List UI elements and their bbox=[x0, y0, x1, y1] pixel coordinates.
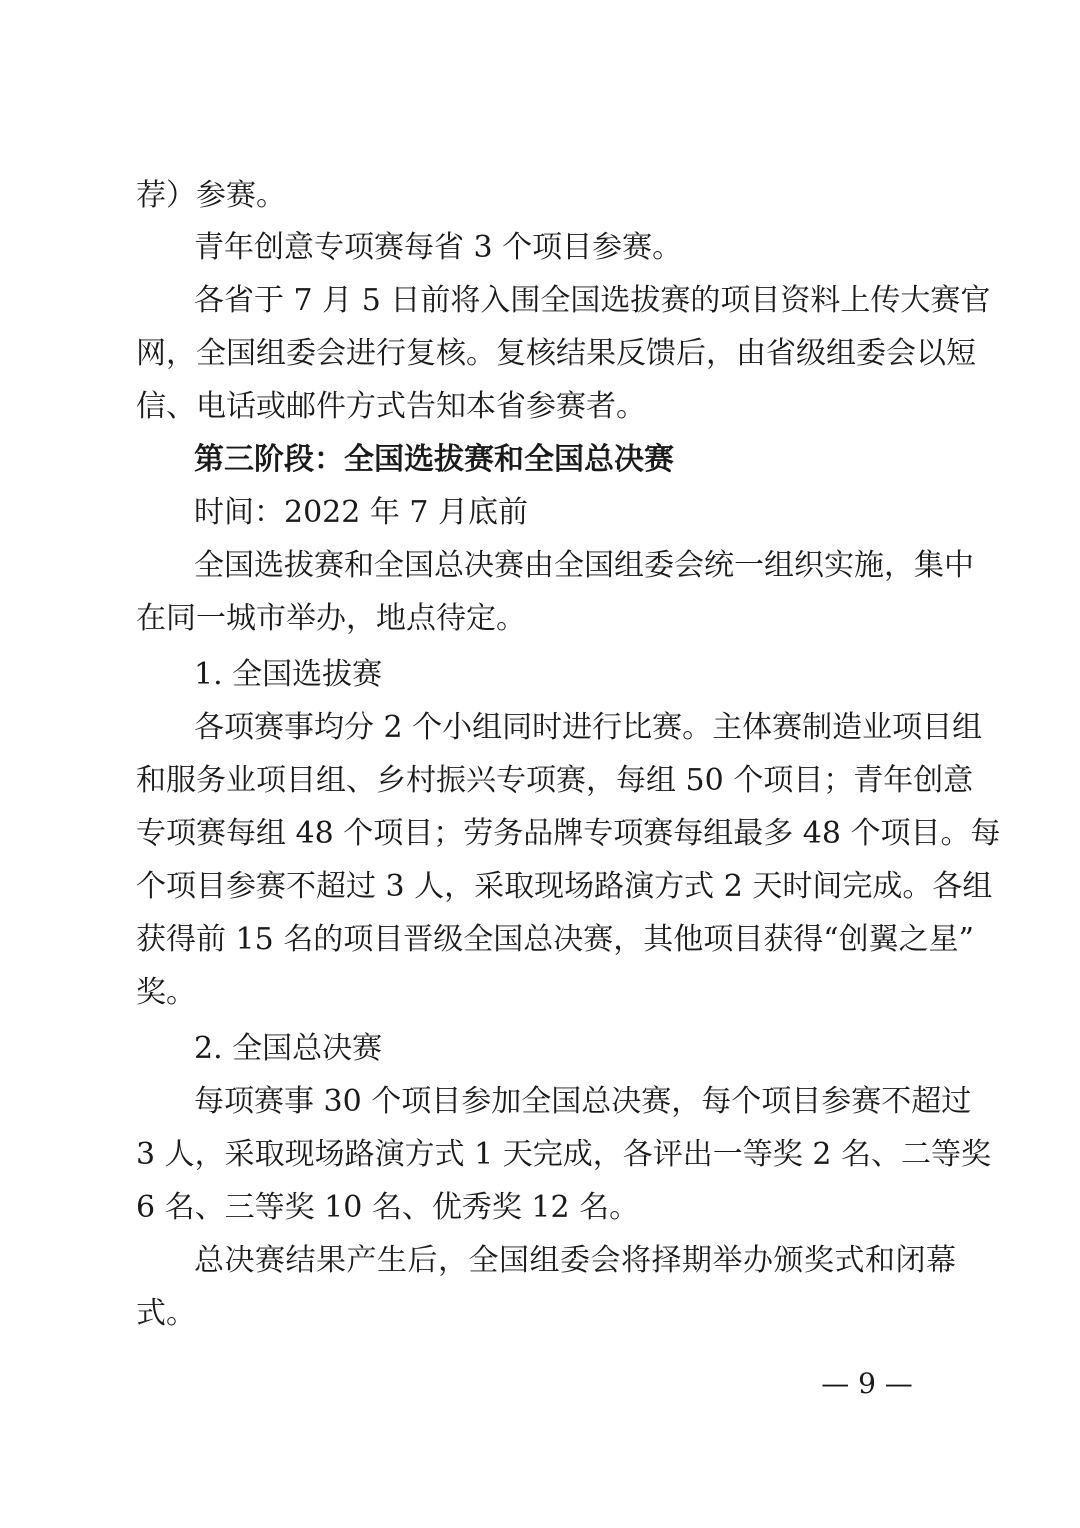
section-heading: 第三阶段：全国选拔赛和全国总决赛 bbox=[194, 442, 674, 477]
text-line: 青年创意专项赛每省 3 个项目参赛。 bbox=[194, 230, 683, 265]
text-line: 6 名、三等奖 10 名、优秀奖 12 名。 bbox=[136, 1190, 640, 1225]
text-line: 各省于 7 月 5 日前将入围全国选拔赛的项目资料上传大赛官 bbox=[194, 283, 991, 318]
text-line: 每项赛事 30 个项目参加全国总决赛，每个项目参赛不超过 bbox=[194, 1084, 972, 1119]
text-line: 个项目参赛不超过 3 人，采取现场路演方式 2 天时间完成。各组 bbox=[136, 869, 993, 904]
text-line: 奖。 bbox=[136, 975, 196, 1010]
text-line: 信、电话或邮件方式告知本省参赛者。 bbox=[136, 389, 646, 424]
text-line: 各项赛事均分 2 个小组同时进行比赛。主体赛制造业项目组 bbox=[194, 710, 983, 745]
text-line: 专项赛每组 48 个项目；劳务品牌专项赛每组最多 48 个项目。每 bbox=[136, 816, 1001, 851]
text-line: 荐）参赛。 bbox=[136, 178, 286, 213]
subsection-heading: 1. 全国选拔赛 bbox=[194, 657, 383, 692]
subsection-heading: 2. 全国总决赛 bbox=[194, 1031, 383, 1066]
text-line: 总决赛结果产生后，全国组委会将择期举办颁奖式和闭幕 bbox=[194, 1243, 956, 1278]
text-line: 网，全国组委会进行复核。复核结果反馈后，由省级组委会以短 bbox=[136, 336, 976, 371]
text-line: 全国选拔赛和全国总决赛由全国组委会统一组织实施，集中 bbox=[194, 548, 974, 583]
text-line: 和服务业项目组、乡村振兴专项赛，每组 50 个项目；青年创意 bbox=[136, 763, 974, 798]
page-number: — 9 — bbox=[821, 1367, 913, 1400]
text-line: 时间：2022 年 7 月底前 bbox=[194, 495, 529, 530]
text-line: 在同一城市举办，地点待定。 bbox=[136, 601, 526, 636]
text-line: 获得前 15 名的项目晋级全国总决赛，其他项目获得“创翼之星” bbox=[136, 922, 974, 957]
text-line: 式。 bbox=[136, 1296, 196, 1331]
text-line: 3 人，采取现场路演方式 1 天完成，各评出一等奖 2 名、二等奖 bbox=[136, 1137, 991, 1172]
